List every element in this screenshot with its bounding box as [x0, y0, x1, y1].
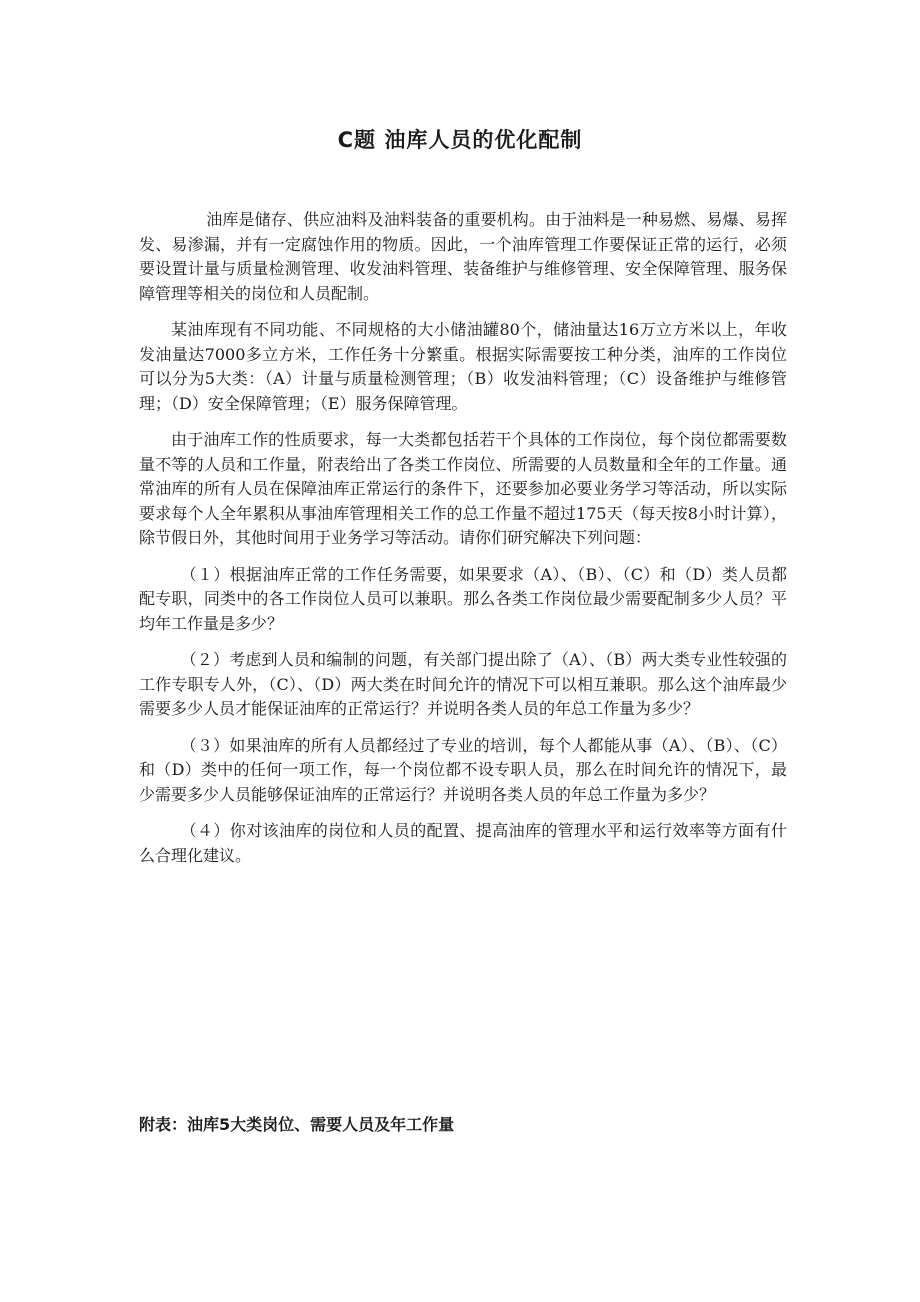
question-2: （２）考虑到人员和编制的问题，有关部门提出除了（A）、（B）两大类专业性较强的工作专职专人外，（C）、（D）两大类在时间允许的情况下可以相互兼职。那么这个油库最少需要多少人员才能保证油库的正常运行？并说明各类人员的年总工作量为多少？ — [139, 650, 787, 718]
question-3: （３）如果油库的所有人员都经过了专业的培训，每个人都能从事（A）、（B）、（C）和（D）类中的任何一项工作，每一个岗位都不设专职人员，那么在时间允许的情况下，最少需要多少人员能够保证油库的正常运行？并说明各类人员的年总工作量为多少？ — [139, 735, 787, 804]
question-4: （４）你对该油库的岗位和人员的配置、提高油库的管理水平和运行效率等方面有什么合理化建议。 — [139, 821, 787, 865]
background-paragraph: 某油库现有不同功能、不同规格的大小储油罐80个，储油量达16万立方米以上，年收发油量达7000多立方米，工作任务十分繁重。根据实际需要按工种分类，油库的工作岗位可以分为5大类：（A）计量与质量检测管理；（B）收发油料管理；（C）设备维护与维修管理；（D）安全保障管理；（E）服务保障管理。 — [139, 320, 787, 413]
intro-paragraph: 油库是储存、供应油料及油料装备的重要机构。由于油料是一种易燃、易爆、易挥发、易渗漏，并有一定腐蚀作用的物质。因此，一个油库管理工作要保证正常的运行，必须要设置计量与质量检测管理、收发油料管理、装备维护与维修管理、安全保障管理、服务保障管理等相关的岗位和人员配制。 — [139, 210, 787, 303]
document-title: C题 油库人员的优化配制 — [337, 128, 583, 152]
document-body — [139, 208, 787, 880]
appendix-title: 附表：油库5大类岗位、需要人员及年工作量 — [139, 1115, 455, 1134]
requirements-paragraph: 由于油库工作的性质要求，每一大类都包括若干个具体的工作岗位，每个岗位都需要数量不等的人员和工作量，附表给出了各类工作岗位、所需要的人员数量和全年的工作量。通常油库的所有人员在保障油库正常运行的条件下，还要参加必要业务学习等活动，所以实际要求每个人全年累积从事油库管理相关工作的总工作量不超过175天（每天按8小时计算），除节假日外，其他时间用于业务学习等活动。请你们研究解决下列问题： — [139, 430, 787, 547]
question-1: （１）根据油库正常的工作任务需要，如果要求（A）、（B）、（C）和（D）类人员都配专职，同类中的各工作岗位人员可以兼职。那么各类工作岗位最少需要配制多少人员？平均年工作量是多少？ — [139, 564, 787, 633]
